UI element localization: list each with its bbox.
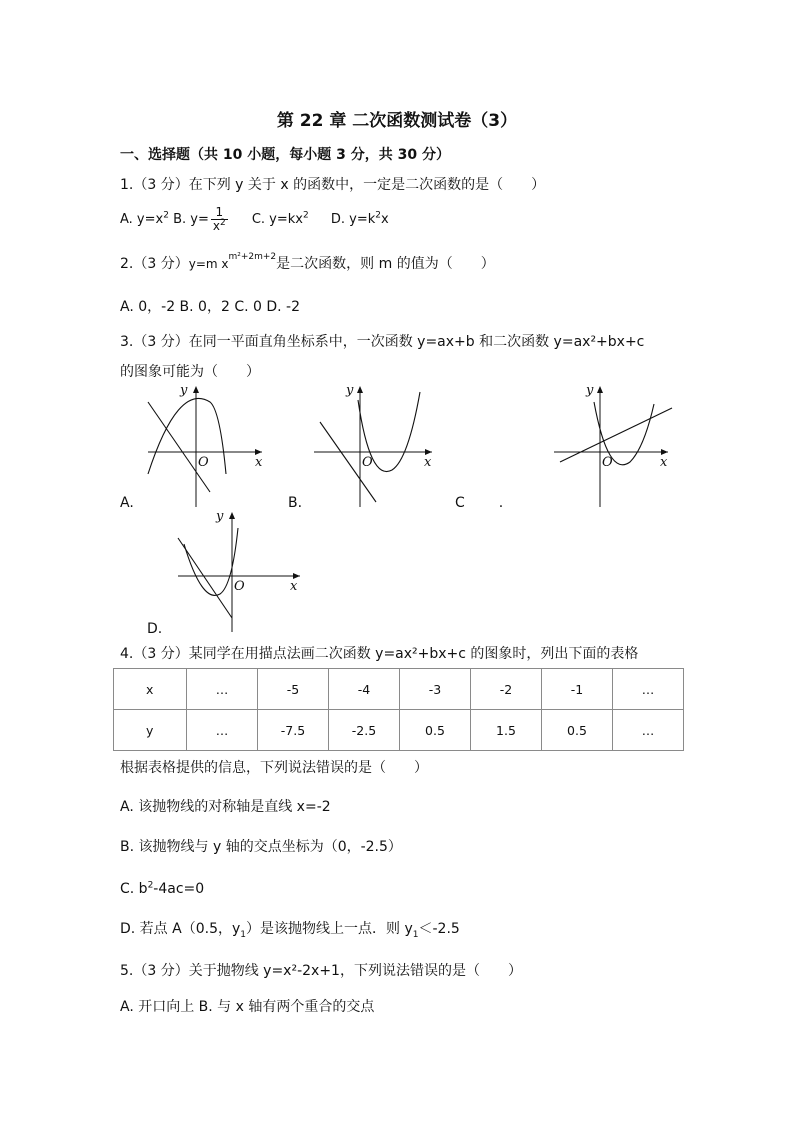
- q4-option-a[interactable]: A. 该抛物线的对称轴是直线 x=-2: [120, 799, 331, 815]
- x-label: x: [660, 455, 668, 470]
- table-cell: …: [613, 669, 684, 710]
- y-label: y: [180, 383, 188, 398]
- q5-stem: 5.（3 分）关于抛物线 y=x²-2x+1，下列说法错误的是（ ）: [120, 963, 522, 979]
- graph-b: [310, 382, 440, 510]
- origin-label: O: [602, 455, 613, 470]
- q4-stem: 4.（3 分）某同学在用描点法画二次函数 y=ax²+bx+c 的图象时，列出下面的表格: [120, 646, 639, 662]
- table-cell: -7.5: [258, 710, 329, 751]
- table-row: [114, 710, 684, 751]
- q3-stem-line2: 的图象可能为（ ）: [120, 364, 260, 380]
- section-heading: 一、选择题（共 10 小题，每小题 3 分，共 30 分）: [120, 147, 450, 163]
- q3-stem-line1: 3.（3 分）在同一平面直角坐标系中，一次函数 y=ax+b 和二次函数 y=ax²+bx+c: [120, 334, 645, 350]
- q3-option-c[interactable]: C .: [455, 495, 504, 511]
- y-label: y: [346, 383, 354, 398]
- origin-label: O: [198, 455, 209, 470]
- page-title: 第 22 章 二次函数测试卷（3）: [276, 111, 518, 131]
- q2-options[interactable]: A. 0，-2 B. 0，2 C. 0 D. -2: [120, 299, 300, 315]
- table-cell: …: [187, 669, 258, 710]
- graph-d: [172, 508, 302, 633]
- table-cell: x: [114, 669, 187, 710]
- q4-question: 根据表格提供的信息，下列说法错误的是（ ）: [120, 760, 428, 776]
- table-cell: -4: [329, 669, 400, 710]
- q1-option-c[interactable]: C. $y=kx^2$: [251, 210, 309, 227]
- line-graph: [178, 538, 232, 618]
- y-label: y: [216, 509, 224, 524]
- origin-label: O: [362, 455, 373, 470]
- graph-a: [140, 382, 270, 510]
- q1-option-d[interactable]: D. $y=k^2x$: [330, 210, 389, 227]
- y-label: y: [586, 383, 594, 398]
- table-row: [114, 669, 684, 710]
- q4-option-c[interactable]: C. $b^2-4ac=0$: [120, 880, 205, 897]
- table-cell: 1.5: [471, 710, 542, 751]
- q1-options: [120, 206, 389, 233]
- q1-stem: 1.（3 分）在下列 y 关于 x 的函数中，一定是二次函数的是（ ）: [120, 177, 546, 193]
- table-cell: 0.5: [400, 710, 471, 751]
- q5-options[interactable]: A. 开口向上 B. 与 x 轴有两个重合的交点: [120, 999, 375, 1015]
- graph-c: [550, 382, 680, 510]
- q3-option-d[interactable]: D.: [147, 621, 163, 637]
- q2-stem: 2.（3 分）y=m $x^{m^2+2m+2}$是二次函数，则 m 的值为（ ）: [120, 252, 495, 272]
- table-cell: -2: [471, 669, 542, 710]
- x-label: x: [255, 455, 263, 470]
- q1-option-a[interactable]: A. $y=x^2$: [120, 210, 169, 227]
- table-cell: y: [114, 710, 187, 751]
- parabola: [148, 398, 226, 474]
- origin-label: O: [234, 579, 245, 594]
- q3-option-a[interactable]: A.: [120, 495, 134, 511]
- table-cell: …: [613, 710, 684, 751]
- table-cell: -1: [542, 669, 613, 710]
- q1-option-b[interactable]: B. y= $\frac{1}{x^2}$: [168, 205, 226, 233]
- q4-option-d[interactable]: D. 若点 A（0.5，$y_1$）是该抛物线上一点．则 $y_1<-2.5$: [120, 921, 460, 940]
- fraction: $\frac{1}{x^2}$: [212, 205, 226, 233]
- table-cell: -3: [400, 669, 471, 710]
- table-cell: -2.5: [329, 710, 400, 751]
- table-cell: 0.5: [542, 710, 613, 751]
- q2-formula: y=m $x^{m^2+2m+2}$: [188, 252, 277, 271]
- x-label: x: [290, 579, 298, 594]
- parabola: [184, 528, 238, 595]
- table-cell: -5: [258, 669, 329, 710]
- q4-option-b[interactable]: B. 该抛物线与 y 轴的交点坐标为（0，-2.5）: [120, 839, 402, 855]
- value-table: [113, 668, 684, 751]
- line-graph: [560, 408, 672, 462]
- table-cell: …: [187, 710, 258, 751]
- q3-option-b[interactable]: B.: [288, 495, 303, 511]
- x-label: x: [424, 455, 432, 470]
